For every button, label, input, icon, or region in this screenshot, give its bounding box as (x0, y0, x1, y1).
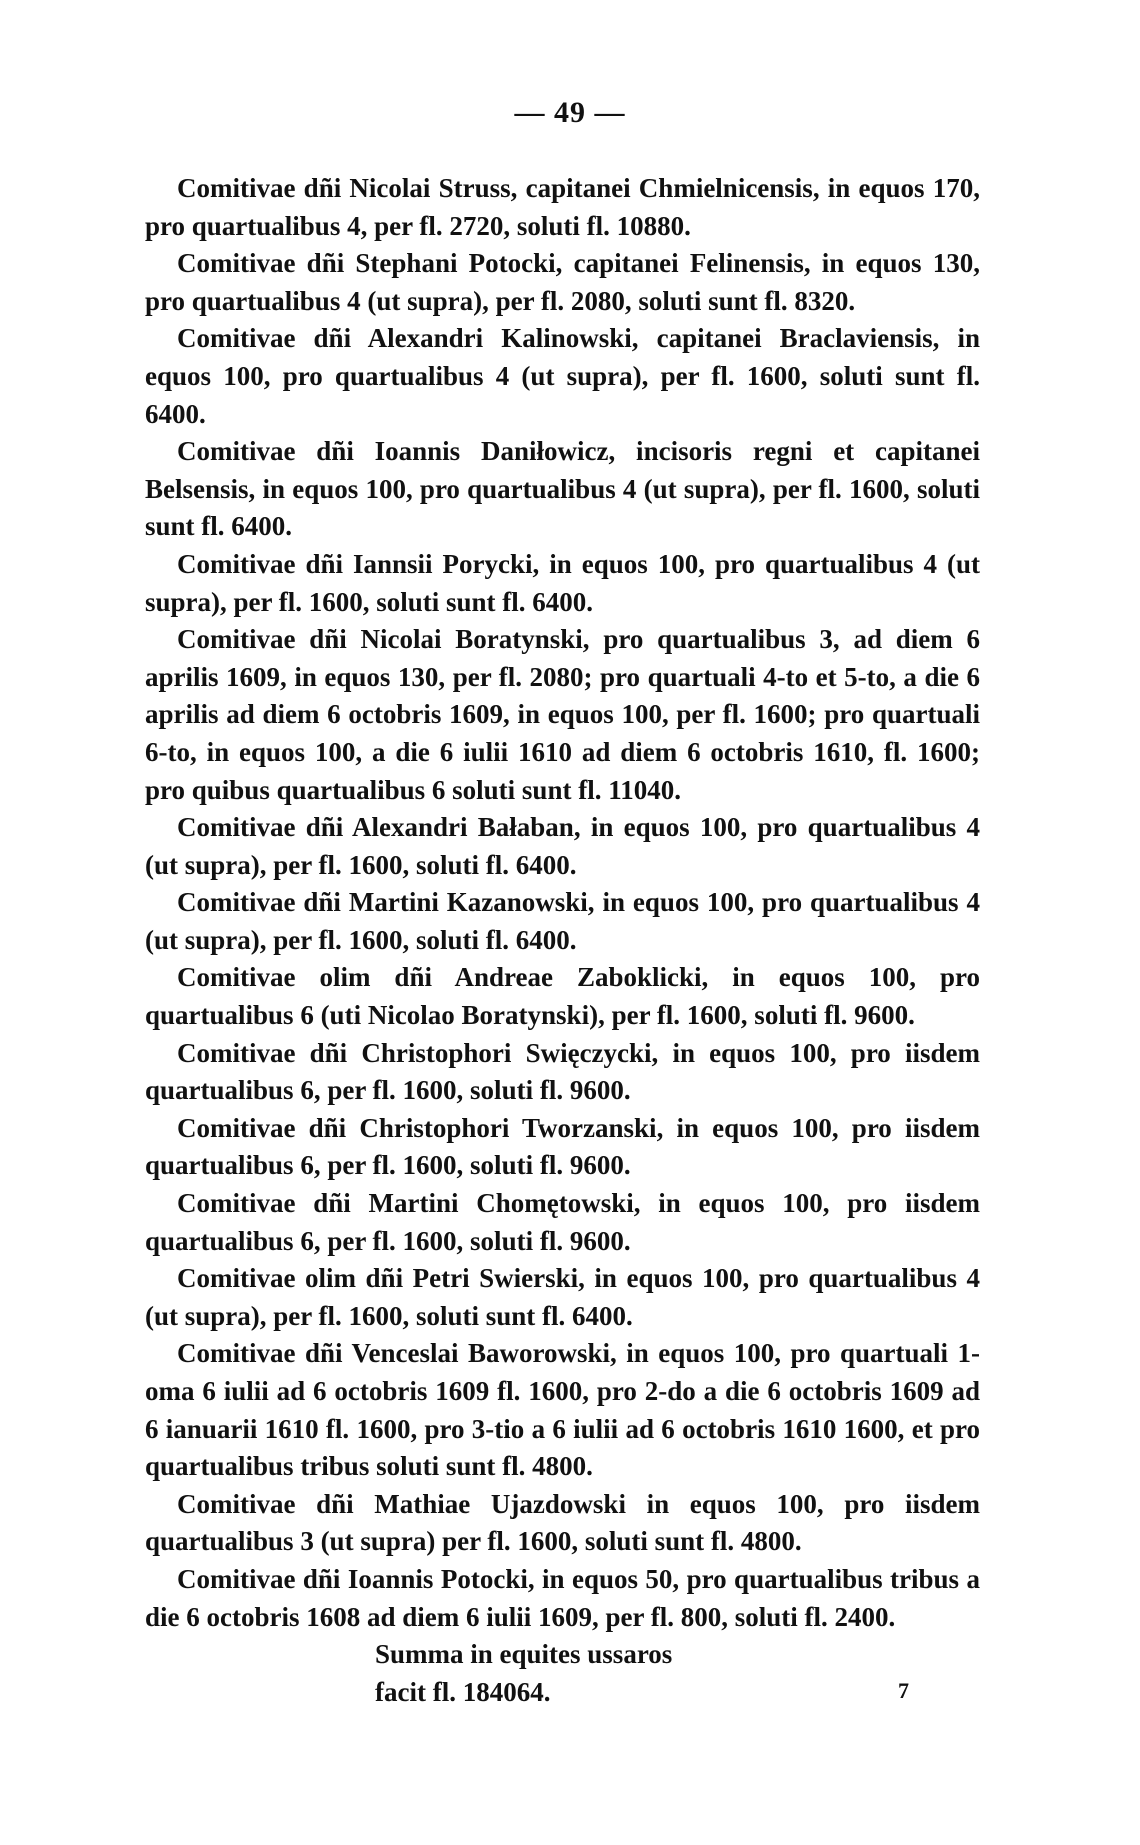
summa-line-1: Summa in equites ussaros (375, 1639, 673, 1670)
entry-balaban: Comitivae dñi Alexandri Bałaban, in equos 100, pro quartualibus 4 (ut supra), per fl. 1600, soluti fl. 6400. (145, 812, 980, 880)
entry-potocki-stephani: Comitivae dñi Stephani Potocki, capitanei Felinensis, in equos 130, pro quartualibus 4 (ut supra), per fl. 2080, soluti sunt fl. 8320. (145, 248, 980, 316)
entry-zaboklicki: Comitivae olim dñi Andreae Zaboklicki, in equos 100, pro quartualibus 6 (uti Nicolao Boratynski), per fl. 1600, soluti fl. 9600. (145, 962, 980, 1031)
entry-kazanowski: Comitivae dñi Martini Kazanowski, in equos 100, pro quartualibus 4 (ut supra), per fl. 1600, soluti fl. 6400. (145, 887, 980, 955)
entry-potocki-ioannis: Comitivae dñi Ioannis Potocki, in equos 50, pro quartualibus tribus a die 6 octobris 1608 ad diem 6 iulii 1609, per fl. 800, soluti fl. 2400. (145, 1563, 980, 1632)
summa-line-2: facit fl. 184064. (375, 1676, 551, 1707)
entry-tworzanski: Comitivae dñi Christophori Tworzanski, in equos 100, pro iisdem quartualibus 6, per fl. 1600, soluti fl. 9600. (145, 1112, 980, 1181)
entry-kalinowski: Comitivae dñi Alexandri Kalinowski, capitanei Braclaviensis, in equos 100, pro quartualibus 4 (ut supra), per fl. 1600, soluti sunt fl. 6400. (145, 323, 980, 429)
entry-porycki: Comitivae dñi Iannsii Porycki, in equos 100, pro quartualibus 4 (ut supra), per fl. 1600, soluti sunt fl. 6400. (145, 548, 980, 617)
entry-struss: Comitivae dñi Nicolai Struss, capitanei Chmielnicensis, in equos 170, pro quartualibus 4, per fl. 2720, soluti fl. 10880. (145, 173, 980, 241)
entry-baworowski: Comitivae dñi Venceslai Baworowski, in equos 100, pro quartuali 1-oma 6 iulii ad 6 octobris 1609 fl. 1600, pro 2-do a die 6 octobris 1609 ad 6 ianuarii 1610 fl. 1600, pro 3-tio a 6 iulii ad 6 octobris 1610 1600, et pro quartualibus tribus soluti sunt fl. 4800. (145, 1338, 980, 1482)
signature-mark: 7 (898, 1678, 909, 1703)
entry-swieczycki: Comitivae dñi Christophori Swięczycki, in equos 100, pro iisdem quartualibus 6, per fl. 1600, soluti fl. 9600. (145, 1037, 980, 1106)
entry-swierski: Comitivae olim dñi Petri Swierski, in equos 100, pro quartualibus 4 (ut supra), per fl. 1600, soluti sunt fl. 6400. (145, 1263, 980, 1331)
entry-danilowicz: Comitivae dñi Ioannis Daniłowicz, incisoris regni et capitanei Belsensis, in equos 100, pro quartualibus 4 (ut supra), per fl. 1600, soluti sunt fl. 6400. (145, 436, 980, 542)
entry-boratynski: Comitivae dñi Nicolai Boratynski, pro quartualibus 3, ad diem 6 aprilis 1609, in equos 130, per fl. 2080; pro quartuali 4-to et 5-to, a die 6 aprilis ad diem 6 octobris 1609, in equos 100, per fl. 1600; pro quartuali 6-to, in equos 100, a die 6 iulii 1610 ad diem 6 octobris 1610, fl. 1600; pro quibus quartualibus 6 soluti sunt fl. 11040. (145, 624, 980, 805)
entry-ujazdowski: Comitivae dñi Mathiae Ujazdowski in equos 100, pro iisdem quartualibus 3 (ut supra) per fl. 1600, soluti sunt fl. 4800. (145, 1488, 980, 1557)
page-number: — 49 — (514, 96, 626, 129)
entry-chometowski: Comitivae dñi Martini Chomętowski, in equos 100, pro iisdem quartualibus 6, per fl. 1600, soluti fl. 9600. (145, 1188, 980, 1256)
document-body (145, 170, 980, 1711)
